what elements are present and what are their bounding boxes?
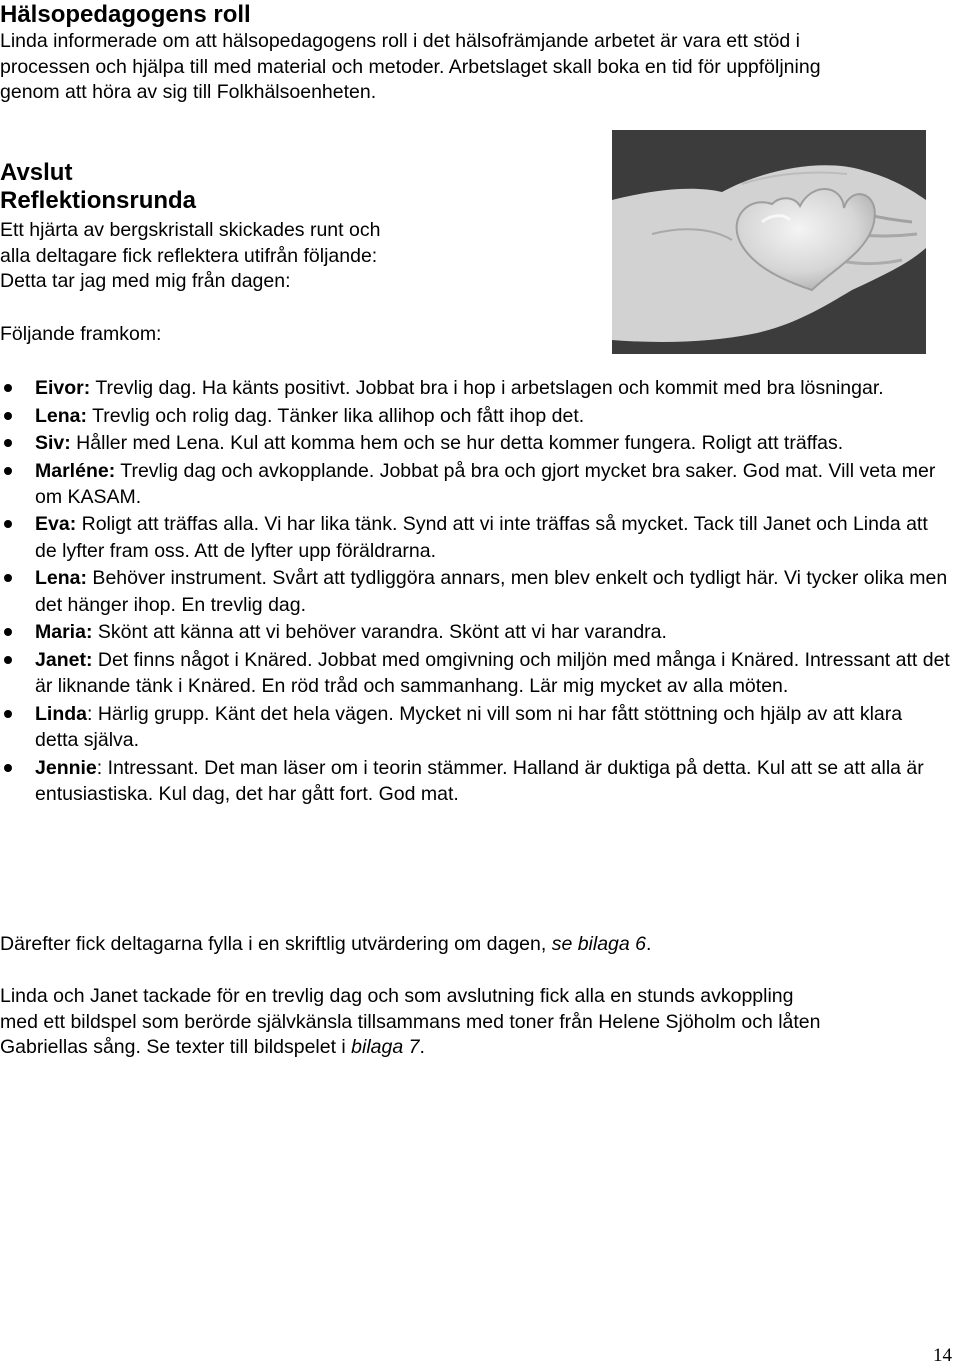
bullet-icon bbox=[4, 656, 12, 664]
bullet-icon bbox=[4, 467, 12, 475]
bullet-icon bbox=[4, 439, 12, 447]
participant-name: Janet: bbox=[35, 648, 93, 671]
bullet-icon bbox=[4, 710, 12, 718]
bullet-icon bbox=[4, 384, 12, 392]
participant-comment: Skönt att känna att vi behöver varandra. Skönt att vi har varandra. bbox=[92, 621, 667, 644]
bullet-icon bbox=[4, 412, 12, 420]
participant-name: Lena: bbox=[35, 404, 88, 427]
subheading-reflektionsrunda: Reflektionsrunda bbox=[0, 187, 197, 214]
participant-name: Siv: bbox=[35, 432, 71, 454]
participant-name: Eva: bbox=[35, 513, 77, 536]
paragraph-line: Detta tar jag med mig från dagen: bbox=[0, 270, 291, 292]
list-item bbox=[0, 430, 950, 456]
participant-name: Lena: bbox=[35, 567, 88, 590]
participant-comment: Roligt att träffas alla. Vi har lika tänk. Synd att vi inte träffas så mycket. Tack till Janet och Linda att de lyfter fram oss. Att de lyfter upp föräldrarna. bbox=[35, 513, 928, 562]
participant-comment: : Härlig grupp. Känt det hela vägen. Mycket ni vill som ni har fått stöttning och hjälp av att klara detta själva. bbox=[35, 702, 903, 752]
reflection-paragraph bbox=[0, 218, 380, 295]
hand-holding-crystal-heart-photo bbox=[612, 130, 926, 354]
evaluation-paragraph bbox=[0, 932, 651, 958]
intro-paragraph bbox=[0, 29, 821, 106]
participant-comment: Trevlig och rolig dag. Tänker lika allihop och fått ihop det. bbox=[87, 404, 585, 427]
participant-comment: Trevlig dag. Ha känts positivt. Jobbat bra i hop i arbetslagen och kommit med bra lösningar. bbox=[90, 377, 884, 399]
participant-name: Eivor: bbox=[35, 377, 91, 399]
paragraph-line: genom att höra av sig till Folkhälsoenheten. bbox=[0, 81, 377, 103]
reflection-list bbox=[0, 375, 950, 808]
participant-comment: Det finns något i Knäred. Jobbat med omgivning och miljön med många i Knäred. Intressant att det är liknande tänk i Knäred. En röd tråd och sammanhang. Lär mig mycket av alla möten. bbox=[35, 648, 950, 698]
list-item bbox=[0, 375, 950, 401]
participant-name: Jennie bbox=[35, 756, 97, 779]
bullet-icon bbox=[4, 764, 12, 772]
bullet-icon bbox=[4, 628, 12, 636]
paragraph-line: Ett hjärta av bergskristall skickades runt och bbox=[0, 219, 381, 241]
participant-comment: Trevlig dag och avkopplande. Jobbat på bra och gjort mycket bra saker. God mat. Vill veta mer om KASAM. bbox=[35, 459, 936, 508]
participant-name: Linda bbox=[35, 702, 87, 725]
paragraph-line bbox=[0, 1035, 821, 1061]
list-item bbox=[0, 565, 950, 618]
list-item bbox=[0, 511, 950, 564]
paragraph-line: alla deltagare fick reflektera utifrån följande: bbox=[0, 244, 378, 267]
list-item bbox=[0, 458, 950, 511]
paragraph-line: med ett bildspel som berörde självkänsla tillsammans med toner från Helene Sjöholm och låten bbox=[0, 1010, 821, 1033]
closing-paragraph bbox=[0, 984, 821, 1061]
bullet-icon bbox=[4, 574, 12, 582]
participant-name: Marléne: bbox=[35, 459, 116, 482]
participant-comment: Håller med Lena. Kul att komma hem och se hur detta kommer fungera. Roligt att träffas. bbox=[70, 432, 844, 454]
list-item bbox=[0, 647, 950, 700]
list-item bbox=[0, 403, 950, 429]
appendix-reference: bilaga 7 bbox=[351, 1036, 420, 1058]
participant-comment: Behöver instrument. Svårt att tydliggöra annars, men blev enkelt och tydligt här. Vi tycker olika men det hänger ihop. En trevlig dag. bbox=[35, 567, 948, 616]
participant-name: Maria: bbox=[35, 621, 93, 644]
paragraph-line: processen och hjälpa till med material och metoder. Arbetslaget skall boka en tid för uppföljning bbox=[0, 55, 821, 78]
paragraph-line: Linda informerade om att hälsopedagogens roll i det hälsofrämjande arbetet är vara ett stöd i bbox=[0, 30, 800, 52]
paragraph-end: . bbox=[646, 933, 652, 955]
section-heading-halsopedagog: Hälsopedagogens roll bbox=[0, 1, 251, 28]
paragraph-line: Linda och Janet tackade för en trevlig dag och som avslutning fick alla en stunds avkoppling bbox=[0, 985, 794, 1007]
paragraph-text: Därefter fick deltagarna fylla i en skriftlig utvärdering om dagen, bbox=[0, 933, 552, 955]
appendix-reference: se bilaga 6 bbox=[551, 933, 647, 955]
paragraph-end: . bbox=[419, 1036, 425, 1058]
list-item bbox=[0, 755, 950, 808]
bullet-icon bbox=[4, 520, 12, 528]
list-item bbox=[0, 701, 950, 754]
list-item bbox=[0, 619, 950, 645]
paragraph-text: Gabriellas sång. Se texter till bildspelet i bbox=[0, 1036, 352, 1058]
following-label: Följande framkom: bbox=[0, 323, 162, 345]
page-number: 14 bbox=[933, 1345, 952, 1366]
section-heading-avslut: Avslut bbox=[0, 159, 73, 186]
participant-comment: : Intressant. Det man läser om i teorin stämmer. Halland är duktiga på detta. Kul att se att alla är entusiastiska. Kul dag, det har gått fort. God mat. bbox=[35, 756, 924, 805]
